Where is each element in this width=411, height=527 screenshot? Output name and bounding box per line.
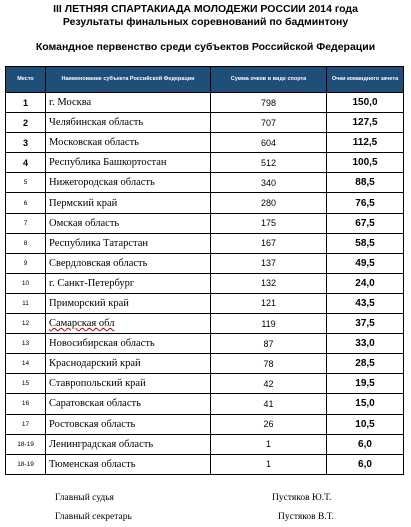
chief-secretary-label: Главный секретарь: [55, 512, 132, 522]
points-cell: 67,5: [327, 213, 404, 233]
place-cell: 9: [6, 253, 46, 273]
subject-cell: Московская область: [46, 133, 211, 153]
standings-heading: Командное первенство среди субъектов Российской Федерации: [35, 41, 376, 53]
table-row: [6, 293, 404, 313]
chief-secretary-name: Пустяков В.Т.: [278, 512, 334, 522]
chief-judge-name: Пустяков Ю.Т.: [272, 493, 332, 503]
place-cell: 14: [6, 354, 46, 374]
place-cell: 5: [6, 173, 46, 193]
points-cell: 127,5: [327, 113, 404, 133]
column-header-place: Место: [6, 67, 46, 93]
results-table: [5, 66, 404, 475]
sum-cell: 175: [211, 213, 327, 233]
table-row: [6, 193, 404, 213]
column-header-subject: Наименование субъекта Российской Федерации: [46, 67, 211, 93]
place-cell: 3: [6, 133, 46, 153]
sum-cell: 280: [211, 193, 327, 213]
subject-cell: г. Москва: [46, 93, 211, 113]
sum-cell: 132: [211, 273, 327, 293]
sum-cell: 798: [211, 93, 327, 113]
place-cell: 10: [6, 273, 46, 293]
place-cell: 12: [6, 314, 46, 334]
sum-cell: 707: [211, 113, 327, 133]
subject-cell: Приморский край: [46, 293, 211, 313]
sum-cell: 87: [211, 334, 327, 354]
place-cell: 2: [6, 113, 46, 133]
points-cell: 24,0: [327, 273, 404, 293]
table-row: [6, 334, 404, 354]
subject-cell: Саратовская область: [46, 394, 211, 414]
table-header-row: [6, 67, 404, 93]
subject-cell: Тюменская область: [46, 454, 211, 474]
points-cell: 100,5: [327, 153, 404, 173]
subject-cell: Пермский край: [46, 193, 211, 213]
table-row: [6, 374, 404, 394]
sum-cell: 26: [211, 414, 327, 434]
place-cell: 11: [6, 293, 46, 313]
table-row: [6, 173, 404, 193]
table-row: [6, 253, 404, 273]
subject-cell: Ленинградская область: [46, 434, 211, 454]
place-cell: 18-19: [6, 454, 46, 474]
place-cell: 7: [6, 213, 46, 233]
place-cell: 18-19: [6, 434, 46, 454]
sum-cell: 119: [211, 314, 327, 334]
subject-cell: Ростовская область: [46, 414, 211, 434]
table-row: [6, 153, 404, 173]
table-row: [6, 354, 404, 374]
place-cell: 16: [6, 394, 46, 414]
table-row: [6, 394, 404, 414]
document-subtitle: Результаты финальных соревнований по бадминтону: [62, 16, 349, 28]
table-row: [6, 133, 404, 153]
table-row: [6, 314, 404, 334]
sum-cell: 137: [211, 253, 327, 273]
points-cell: 49,5: [327, 253, 404, 273]
table-row: [6, 273, 404, 293]
column-header-sum: Сумма очков в виде спорта: [211, 67, 327, 93]
sum-cell: 340: [211, 173, 327, 193]
place-cell: 6: [6, 193, 46, 213]
column-header-points: Очки командного зачета: [327, 67, 404, 93]
points-cell: 6,0: [327, 434, 404, 454]
subject-cell: Омская область: [46, 213, 211, 233]
table-row: [6, 233, 404, 253]
table-row: [6, 414, 404, 434]
place-cell: 1: [6, 93, 46, 113]
subject-cell: г. Санкт-Петербург: [46, 273, 211, 293]
points-cell: 76,5: [327, 193, 404, 213]
points-cell: 33,0: [327, 334, 404, 354]
points-cell: 43,5: [327, 293, 404, 313]
table-row: [6, 213, 404, 233]
document-title: III ЛЕТНЯЯ СПАРТАКИАДА МОЛОДЕЖИ РОССИИ 2014 года: [53, 3, 358, 15]
subject-cell: Республика Башкортостан: [46, 153, 211, 173]
subject-cell: Ставропольский край: [46, 374, 211, 394]
sum-cell: 41: [211, 394, 327, 414]
table-row: [6, 93, 404, 113]
sum-cell: 604: [211, 133, 327, 153]
chief-judge-label: Главный судья: [55, 493, 114, 503]
place-cell: 17: [6, 414, 46, 434]
table-row: [6, 454, 404, 474]
place-cell: 8: [6, 233, 46, 253]
points-cell: 28,5: [327, 354, 404, 374]
place-cell: 15: [6, 374, 46, 394]
sum-cell: 1: [211, 434, 327, 454]
subject-cell: Республика Татарстан: [46, 233, 211, 253]
points-cell: 112,5: [327, 133, 404, 153]
points-cell: 19,5: [327, 374, 404, 394]
place-cell: 4: [6, 153, 46, 173]
subject-cell: Нижегородская область: [46, 173, 211, 193]
points-cell: 58,5: [327, 233, 404, 253]
points-cell: 88,5: [327, 173, 404, 193]
place-cell: 13: [6, 334, 46, 354]
sum-cell: 78: [211, 354, 327, 374]
table-row: [6, 434, 404, 454]
points-cell: 15,0: [327, 394, 404, 414]
subject-cell: Новосибирская область: [46, 334, 211, 354]
subject-cell: Свердловская область: [46, 253, 211, 273]
sum-cell: 167: [211, 233, 327, 253]
sum-cell: 42: [211, 374, 327, 394]
results-body: [6, 93, 404, 475]
points-cell: 10,5: [327, 414, 404, 434]
sum-cell: 512: [211, 153, 327, 173]
table-row: [6, 113, 404, 133]
points-cell: 37,5: [327, 314, 404, 334]
points-cell: 150,0: [327, 93, 404, 113]
sum-cell: 121: [211, 293, 327, 313]
subject-cell: Челябинская область: [46, 113, 211, 133]
subject-cell: Самарская обл: [46, 314, 211, 334]
subject-cell: Краснодарский край: [46, 354, 211, 374]
points-cell: 6,0: [327, 454, 404, 474]
sum-cell: 1: [211, 454, 327, 474]
